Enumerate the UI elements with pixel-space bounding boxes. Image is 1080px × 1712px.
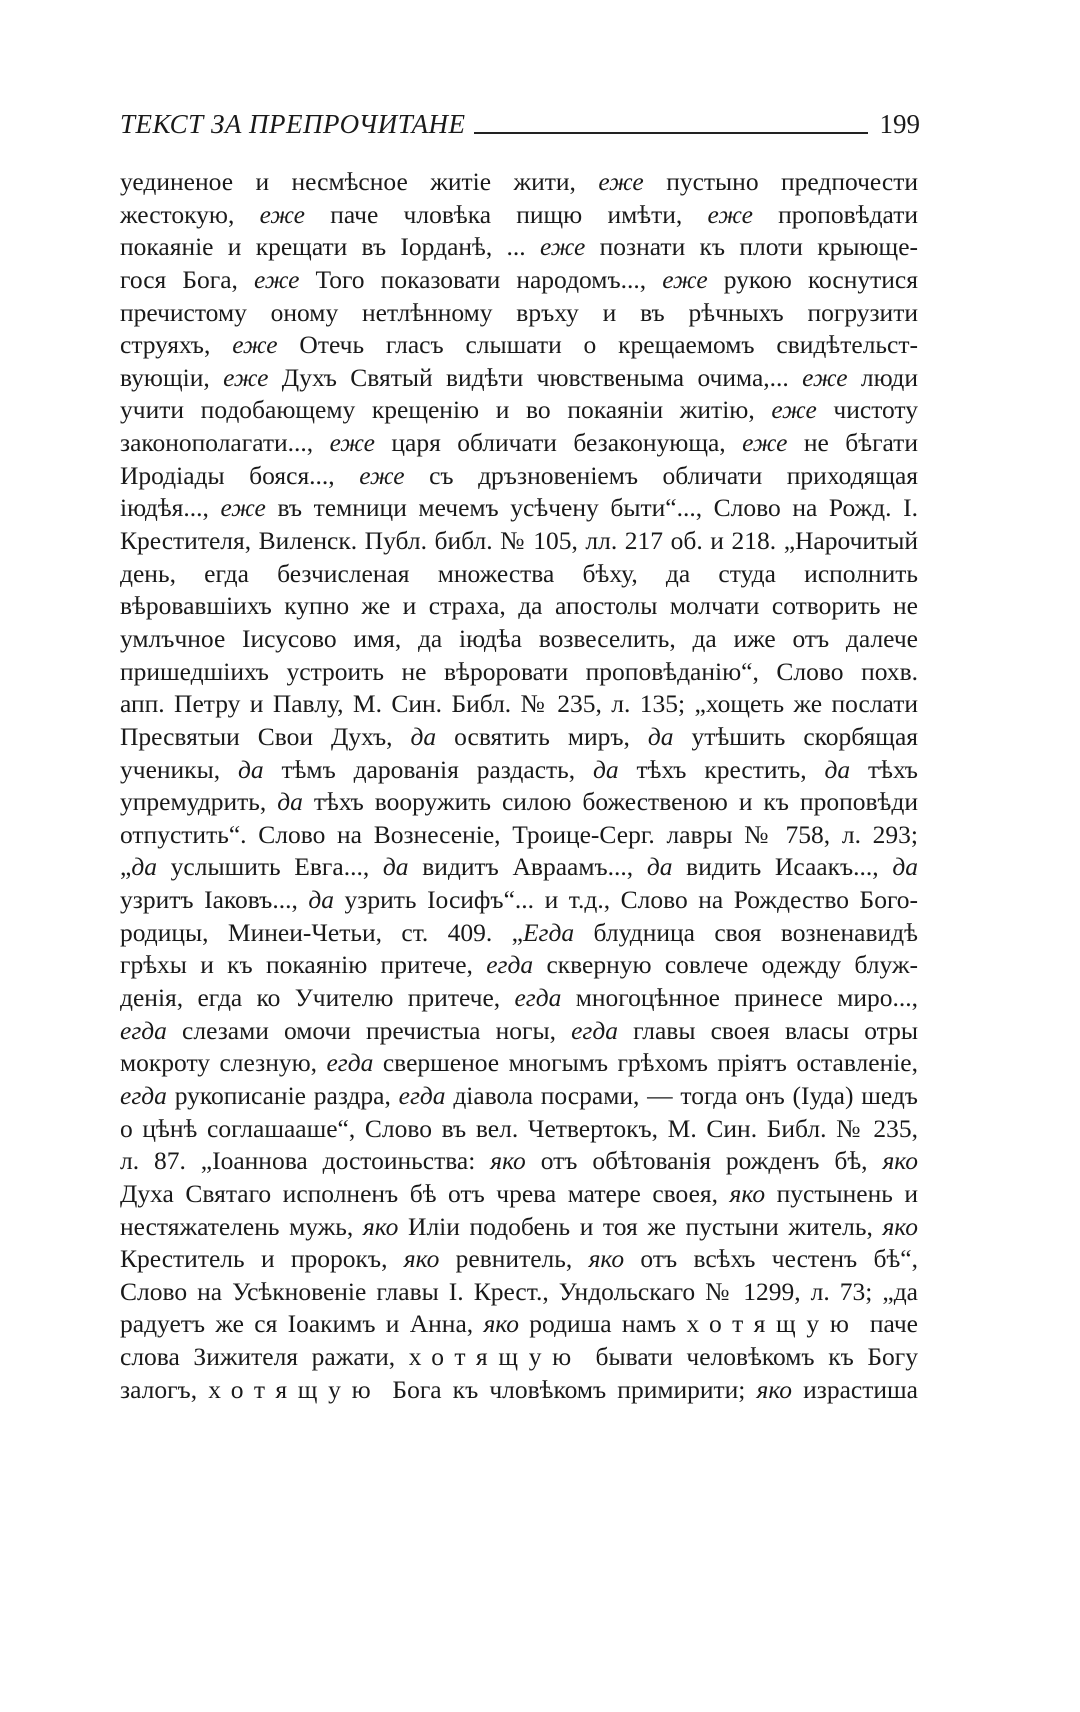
italic-text: еже xyxy=(771,395,817,425)
body-text xyxy=(120,166,918,1406)
italic-text: яко xyxy=(882,1211,919,1241)
italic-text: еже xyxy=(742,428,788,458)
text-line xyxy=(120,917,918,950)
text-run: Пресвятыи Свои Духъ, xyxy=(120,721,411,751)
text-line xyxy=(120,1080,918,1113)
text-run: отъ всѣхъ честенъ бѣ“, xyxy=(624,1244,918,1274)
text-run: израстиша xyxy=(792,1374,918,1404)
text-run: нестяжателень мужь, xyxy=(120,1211,363,1241)
text-run: родицы, Минеи-Четьи, ст. 409. „ xyxy=(120,917,523,947)
italic-text: еже xyxy=(598,167,644,196)
italic-text: егда xyxy=(571,1015,618,1045)
italic-text: еже xyxy=(232,330,278,360)
text-run: видитъ Авраамъ..., xyxy=(408,852,647,882)
text-run: пустынень и xyxy=(765,1178,918,1208)
text-run: умлъчное Іисусово имя, да іюдѣа возвеселить, да иже отъ далече xyxy=(120,623,918,653)
italic-text: да xyxy=(131,852,157,882)
text-line xyxy=(120,786,918,819)
text-run: родиша намъ xyxy=(519,1309,687,1339)
italic-text: да xyxy=(277,787,303,817)
text-run: тѣхъ вооружить силою божественою и къ проповѣди xyxy=(302,787,919,817)
running-header xyxy=(120,104,920,140)
text-run: видить Исаакъ..., xyxy=(672,852,893,882)
italic-text: еже xyxy=(329,428,375,458)
text-line xyxy=(120,231,918,264)
text-run: вующіи, xyxy=(120,362,224,392)
text-run: бывати человѣкомъ къ Богу xyxy=(581,1342,918,1372)
text-run: блудница своя возненавидѣ xyxy=(574,917,918,947)
italic-text: яко xyxy=(588,1244,625,1274)
text-run: тѣмъ дарованія раздасть, xyxy=(263,754,594,784)
text-run: Слово на Усѣкновеніе главы І. Крест., Ундольскаго № 1299, л. 73; „да xyxy=(120,1276,918,1306)
text-line xyxy=(120,1243,918,1276)
italic-text: яко xyxy=(882,1146,918,1176)
text-line xyxy=(120,1211,918,1244)
italic-text: яко xyxy=(756,1374,793,1404)
text-run: пришедшіихъ устроить не вѣроровати проповѣданію“, Слово похв. xyxy=(120,656,918,686)
italic-text: да xyxy=(646,852,673,882)
text-line xyxy=(120,362,918,395)
text-run: проповѣдати xyxy=(752,199,918,229)
text-run: освятить миръ, xyxy=(436,721,648,751)
italic-text: егда xyxy=(120,1080,167,1110)
text-run: учити подобающему крещенію и во покаяніи житію, xyxy=(120,395,772,425)
text-line xyxy=(120,1015,918,1048)
text-run: іюдѣя..., xyxy=(120,493,221,523)
text-run: съ дръзновеніемъ обличати приходящая xyxy=(404,460,918,490)
text-line xyxy=(120,199,918,232)
text-run: главы своея власы отры xyxy=(617,1015,919,1045)
text-line xyxy=(120,1341,918,1374)
text-line xyxy=(120,590,918,623)
text-line xyxy=(120,264,918,297)
text-run: Бога къ чловѣкомъ примирити; xyxy=(381,1374,757,1404)
italic-text: да xyxy=(382,852,409,882)
text-line xyxy=(120,1113,918,1146)
text-run: слезами омочи пречистыа ногы, xyxy=(166,1015,572,1045)
italic-text: еже xyxy=(662,264,708,294)
text-run: отъ обѣтованія рожденъ бѣ, xyxy=(525,1146,883,1176)
text-line xyxy=(120,754,918,787)
text-line xyxy=(120,427,918,460)
text-line xyxy=(120,623,918,656)
text-run: Отечь гласъ слышати о крещаемомъ свидѣтельст- xyxy=(277,330,919,360)
italic-text: егда xyxy=(486,950,534,980)
text-run: діавола посрами, — тогда онъ (Іуда) шедъ xyxy=(445,1080,918,1110)
text-run: мокроту слезную, xyxy=(120,1048,327,1078)
text-line xyxy=(120,1374,918,1407)
text-line xyxy=(120,558,918,591)
text-line xyxy=(120,460,918,493)
text-run: Иродіады бояся..., xyxy=(120,460,360,490)
text-line xyxy=(120,1047,918,1080)
italic-text: егда xyxy=(514,983,562,1013)
text-line xyxy=(120,656,918,689)
italic-text: егда xyxy=(120,1015,167,1045)
text-run: грѣхы и къ покаянію притече, xyxy=(120,950,487,980)
text-run: въ темници мечемъ усѣчену быти“..., Слово на Рожд. І. xyxy=(265,493,918,523)
spaced-text: хотящую xyxy=(686,1309,860,1339)
italic-text: еже xyxy=(539,232,586,262)
italic-text: яко xyxy=(403,1244,440,1274)
italic-text: да xyxy=(892,852,918,882)
text-line xyxy=(120,329,918,362)
text-line xyxy=(120,851,918,884)
text-line xyxy=(120,1145,918,1178)
text-run: упремудрить, xyxy=(120,787,278,817)
text-run: покаяніе и крещати въ Іорданѣ, ... xyxy=(120,232,540,262)
text-run: гося Бога, xyxy=(120,264,255,294)
text-run: ревнитель, xyxy=(439,1244,589,1274)
text-run: л. 87. „Іоаннова достоиньства: xyxy=(120,1146,491,1176)
running-title: ТЕКСТ ЗА ПРЕПРОЧИТАНЕ xyxy=(120,109,466,139)
text-run: свершеное многымъ грѣхомъ пріятъ оставленіе, xyxy=(373,1048,918,1078)
text-run: Того показовати народомъ..., xyxy=(299,264,663,294)
text-run: апп. Петру и Павлу, М. Син. Библ. № 235, л. 135; „хощеть же послати xyxy=(120,689,918,719)
italic-text: егда xyxy=(326,1048,374,1078)
text-run: уединеное и несмѣсное житіе жити, xyxy=(120,167,599,196)
italic-text: еже xyxy=(359,460,405,490)
text-line xyxy=(120,297,918,330)
text-line xyxy=(120,525,918,558)
text-run: паче xyxy=(859,1309,918,1339)
text-line xyxy=(120,721,918,754)
text-run: Креститель и пророкъ, xyxy=(120,1244,404,1274)
italic-text: да xyxy=(237,754,264,784)
page-number: 199 xyxy=(879,109,920,139)
text-line xyxy=(120,492,918,525)
text-line xyxy=(120,949,918,982)
text-run: чистоту xyxy=(816,395,918,425)
text-run: радуетъ же ся Іоакимъ и Анна, xyxy=(120,1309,484,1339)
text-run: тѣхъ xyxy=(850,754,918,784)
italic-text: еже xyxy=(223,362,269,392)
text-run: люди xyxy=(847,362,918,392)
text-run: рукою коснутися xyxy=(707,264,918,294)
header-rule xyxy=(474,132,868,134)
italic-text: да xyxy=(824,754,851,784)
text-line xyxy=(120,1308,918,1341)
text-run: вѣровавшіихъ купно же и страха, да апостолы молчати сотворить не xyxy=(120,591,918,621)
text-run: царя обличати безаконующа, xyxy=(374,428,743,458)
text-run: Духа Святаго исполненъ бѣ отъ чрева матере своея, xyxy=(120,1178,730,1208)
text-run: денія, егда ко Учителю притече, xyxy=(120,983,515,1013)
text-run: струяхъ, xyxy=(120,330,233,360)
italic-text: егда xyxy=(398,1080,446,1110)
text-run: Крестителя, Виленск. Публ. библ. № 105, лл. 217 об. и 218. „Нарочитый xyxy=(120,526,918,556)
text-run: ученикы, xyxy=(120,754,238,784)
italic-text: еже xyxy=(220,493,266,523)
italic-text: Егда xyxy=(522,917,575,947)
italic-text: еже xyxy=(802,362,848,392)
text-line xyxy=(120,166,918,199)
text-run: познати къ плоти крыюще- xyxy=(585,232,919,262)
text-run: день, егда безчисленая множества бѣху, да студа исполнить xyxy=(120,558,918,588)
italic-text: еже xyxy=(254,264,300,294)
text-run: рукописаніе раздра, xyxy=(166,1080,399,1110)
italic-text: яко xyxy=(362,1211,399,1241)
text-run: пустыно предпочести xyxy=(643,167,918,196)
spaced-text: хотящую xyxy=(208,1374,382,1404)
text-run: о цѣнѣ соглашааше“, Слово въ вел. Четвертокъ, М. Син. Библ. № 235, xyxy=(120,1113,918,1143)
text-run: узритъ Іаковъ..., xyxy=(120,885,309,915)
text-run: отпустить“. Слово на Вознесеніе, Троице-Серг. лавры № 758, л. 293; xyxy=(120,819,918,849)
text-line xyxy=(120,1178,918,1211)
italic-text: яко xyxy=(490,1146,526,1176)
text-run: тѣхъ крестить, xyxy=(618,754,825,784)
text-run: жестокую, xyxy=(120,199,260,229)
text-run: услышить Евга..., xyxy=(156,852,383,882)
italic-text: да xyxy=(410,721,437,751)
spaced-text: хотящую xyxy=(408,1342,582,1372)
text-run: Духъ Святый видѣти чювственыма очима,... xyxy=(268,362,803,392)
text-run: скверную совлече одежду блуж- xyxy=(533,950,918,980)
italic-text: еже xyxy=(707,199,753,229)
text-run: залогъ, xyxy=(120,1374,209,1404)
italic-text: яко xyxy=(483,1309,519,1339)
text-run: пречистому оному нетлѣнному връху и въ рѣчныхъ погрузити xyxy=(120,297,918,327)
italic-text: да xyxy=(308,885,335,915)
text-run: не бѣгати xyxy=(787,428,918,458)
italic-text: да xyxy=(593,754,619,784)
text-run: слова Зижителя ражати, xyxy=(120,1342,409,1372)
text-run: многоцѣнное принесе миро..., xyxy=(561,983,918,1013)
italic-text: еже xyxy=(259,199,305,229)
text-run: узрить Іосифъ“... и т.д., Слово на Рождество Бого- xyxy=(334,885,919,915)
text-run: утѣшить скорбящая xyxy=(673,721,918,751)
text-line xyxy=(120,688,918,721)
text-line xyxy=(120,884,918,917)
text-line xyxy=(120,1276,918,1309)
italic-text: да xyxy=(647,721,674,751)
text-run: паче чловѣка пищю имѣти, xyxy=(304,199,708,229)
text-run: „ xyxy=(120,852,132,882)
italic-text: яко xyxy=(729,1178,766,1208)
text-line xyxy=(120,982,918,1015)
text-line xyxy=(120,394,918,427)
text-run: законополагати..., xyxy=(120,428,330,458)
text-line xyxy=(120,819,918,852)
text-run: Иліи подобень и тоя же пустыни житель, xyxy=(398,1211,883,1241)
